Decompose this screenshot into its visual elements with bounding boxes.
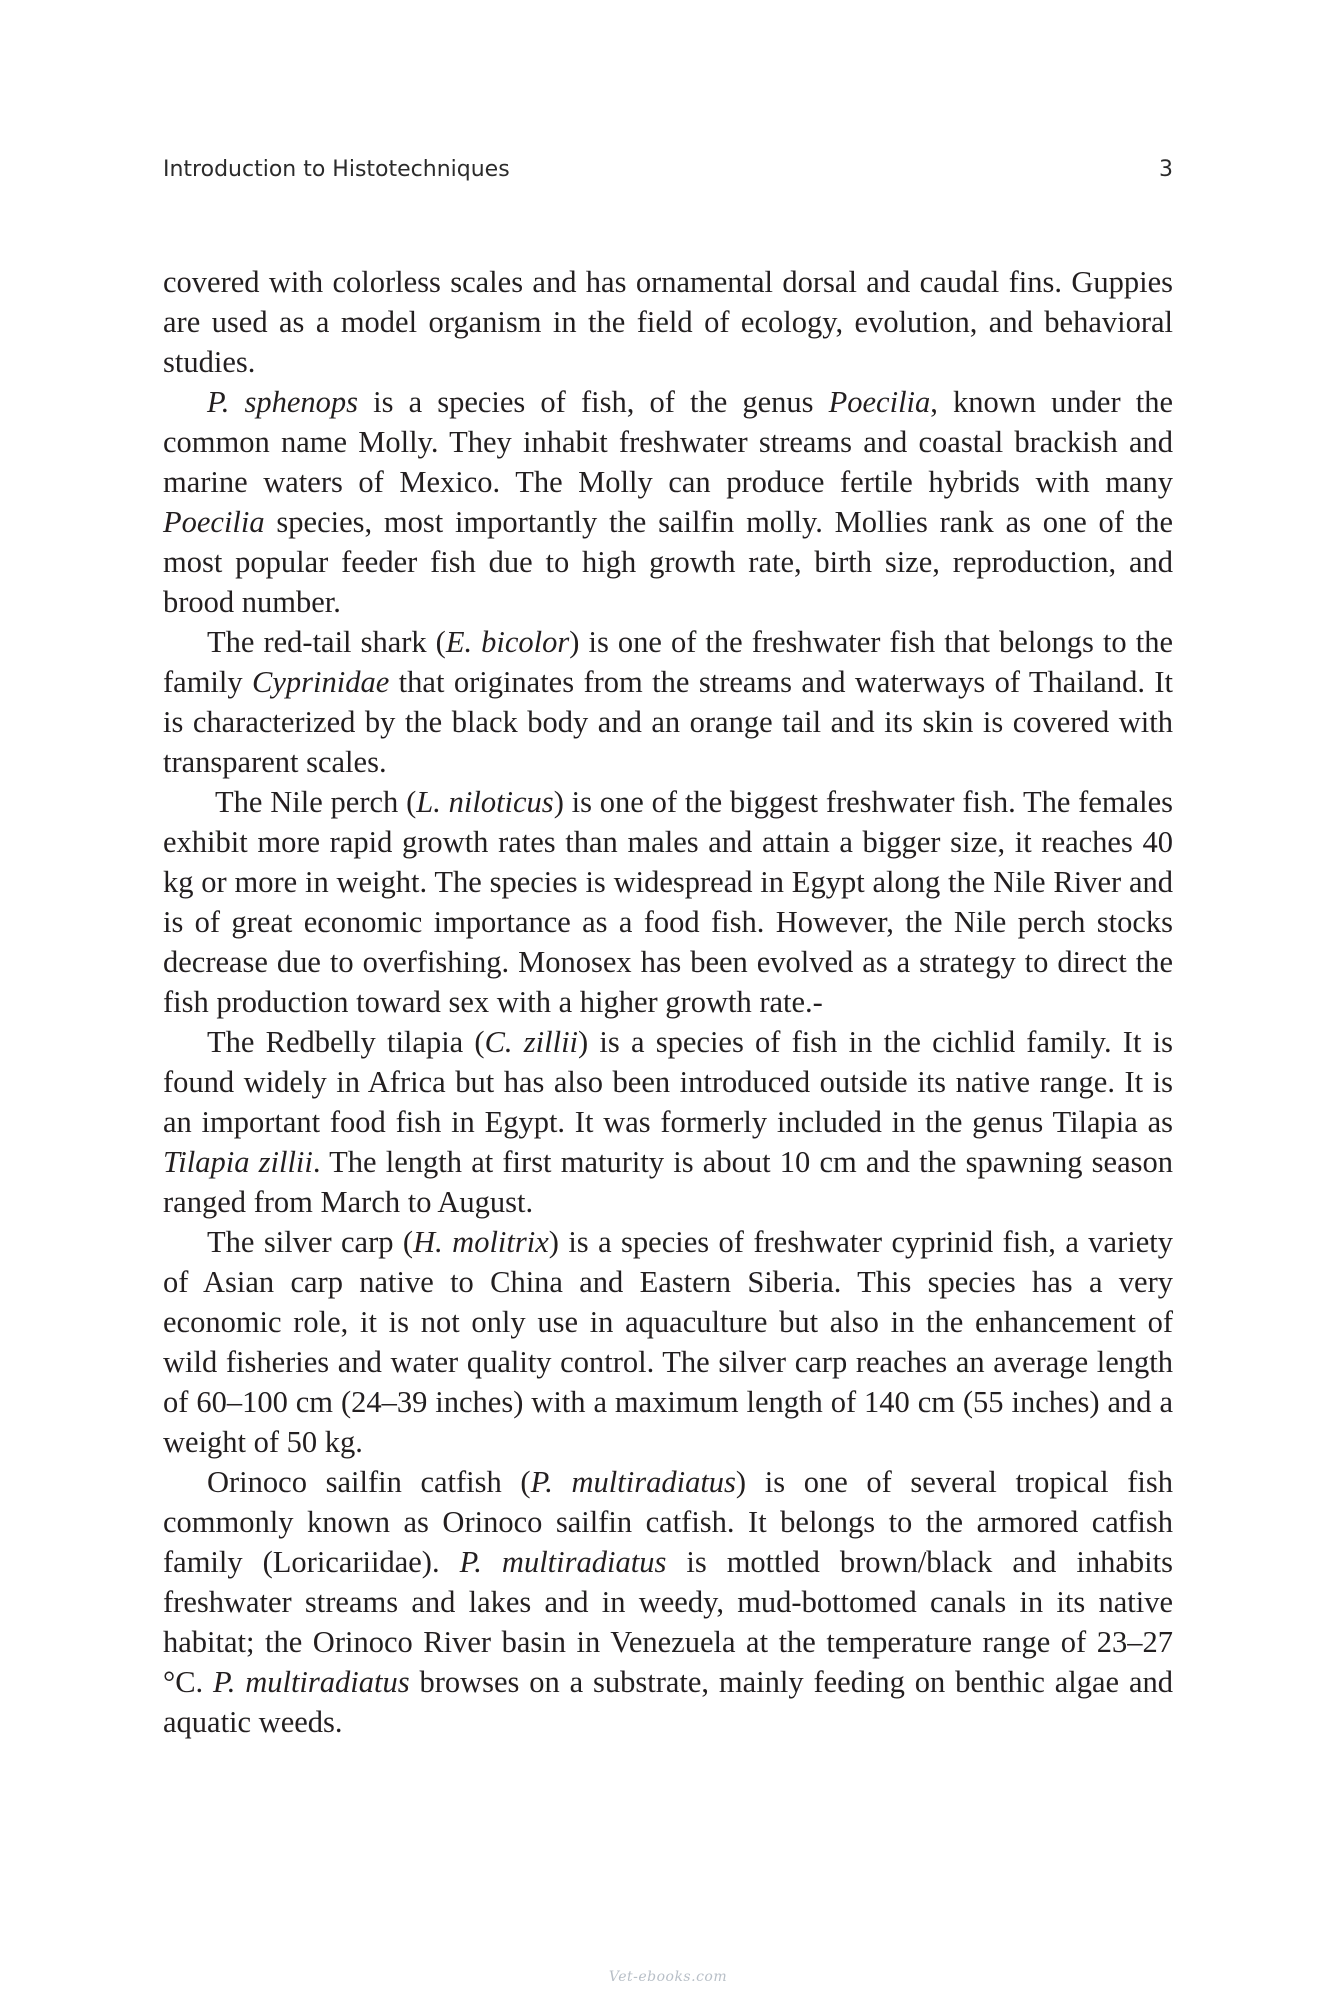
italic-run: P. multiradiatus — [459, 1545, 667, 1579]
italic-run: L. niloticus — [416, 785, 554, 819]
paragraph-silver-carp — [163, 1222, 1173, 1462]
text-run: is a species of fish, of the genus — [357, 385, 829, 419]
running-title: Introduction to Histotechniques — [163, 157, 510, 182]
text-run: . The length at first maturity is about 10 cm and the spawning season ranged from March to August. — [163, 1145, 1173, 1219]
text-run: is mottled brown/black and inhabits freshwater streams and lakes and in weedy, mud-bottomed canals in its native habitat; the Orinoco River basin in Venezuela at the temperature range of 23–27 °C. — [163, 1545, 1173, 1699]
page-number: 3 — [1159, 157, 1173, 182]
text-run: browses on a substrate, mainly feeding on benthic algae and aquatic weeds. — [163, 1665, 1173, 1739]
text-run: ) is one of the freshwater fish that belongs to the family — [163, 625, 1173, 699]
italic-run: E. bicolor — [445, 625, 570, 659]
paragraph-sailfin-catfish — [163, 1462, 1173, 1742]
paragraph-red-tail-shark — [163, 622, 1173, 782]
text-run: Orinoco sailfin catfish ( — [207, 1465, 531, 1499]
text-run: ) is a species of freshwater cyprinid fish, a variety of Asian carp native to China and Eastern Siberia. This species has a very economic role, it is not only use in aquaculture but also in the enhancement of wild fisheries and water quality control. The silver carp reaches an average length of 60–100 cm (24–39 inches) with a maximum length of 140 cm (55 inches) and a weight of 50 kg. — [163, 1225, 1173, 1459]
text-run: ) is one of the biggest freshwater fish. The females exhibit more rapid growth rates than males and attain a bigger size, it reaches 40 kg or more in weight. The species is widespread in Egypt along the Nile River and is of great economic importance as a food fish. However, the Nile perch stocks decrease due to overfishing. Monosex has been evolved as a strategy to direct the fish production toward sex with a higher growth rate.- — [163, 785, 1174, 1019]
text-run: The Redbelly tilapia ( — [207, 1025, 485, 1059]
italic-run: Poecilia — [828, 385, 931, 419]
italic-run: H. molitrix — [413, 1225, 549, 1259]
italic-run: C. zillii — [484, 1025, 579, 1059]
text-run: The Nile perch ( — [215, 785, 417, 819]
paragraph-nile-perch — [163, 782, 1173, 1022]
text-run: , known under the common name Molly. They inhabit freshwater streams and coastal brackish and marine waters of Mexico. The Molly can produce fertile hybrids with many — [163, 385, 1174, 499]
italic-run: P. sphenops — [207, 385, 358, 419]
paragraph-guppy-continued — [163, 262, 1173, 382]
watermark-logo: Vet-ebooks.com — [608, 1969, 728, 1985]
italic-run: Cyprinidae — [252, 665, 390, 699]
paragraph-redbelly-tilapia — [163, 1022, 1173, 1222]
text-run: The silver carp ( — [207, 1225, 414, 1259]
text-run: ) is a species of fish in the cichlid family. It is found widely in Africa but has also been introduced outside its native range. It is an important food fish in Egypt. It was formerly included in the genus Tilapia as — [163, 1025, 1173, 1139]
italic-run: Tilapia zillii — [163, 1145, 313, 1179]
italic-run: Poecilia — [163, 505, 265, 539]
text-run: The red-tail shark ( — [207, 625, 446, 659]
italic-run: P. multiradiatus — [213, 1665, 410, 1699]
paragraph-molly — [163, 382, 1173, 622]
italic-run: P. multiradiatus — [530, 1465, 736, 1499]
text-run: that originates from the streams and waterways of Thailand. It is characterized by the black body and an orange tail and its skin is covered with transparent scales. — [163, 665, 1173, 779]
running-head — [163, 157, 1173, 193]
text-run: species, most importantly the sailfin molly. Mollies rank as one of the most popular feeder fish due to high growth rate, birth size, reproduction, and brood number. — [163, 505, 1173, 619]
text-run: covered with colorless scales and has ornamental dorsal and caudal fins. Guppies are used as a model organism in the field of ecology, evolution, and behavioral studies. — [163, 265, 1173, 379]
body-text — [163, 262, 1173, 1742]
text-run: ) is one of several tropical fish commonly known as Orinoco sailfin catfish. It belongs to the armored catfish family (Loricariidae). — [163, 1465, 1173, 1579]
